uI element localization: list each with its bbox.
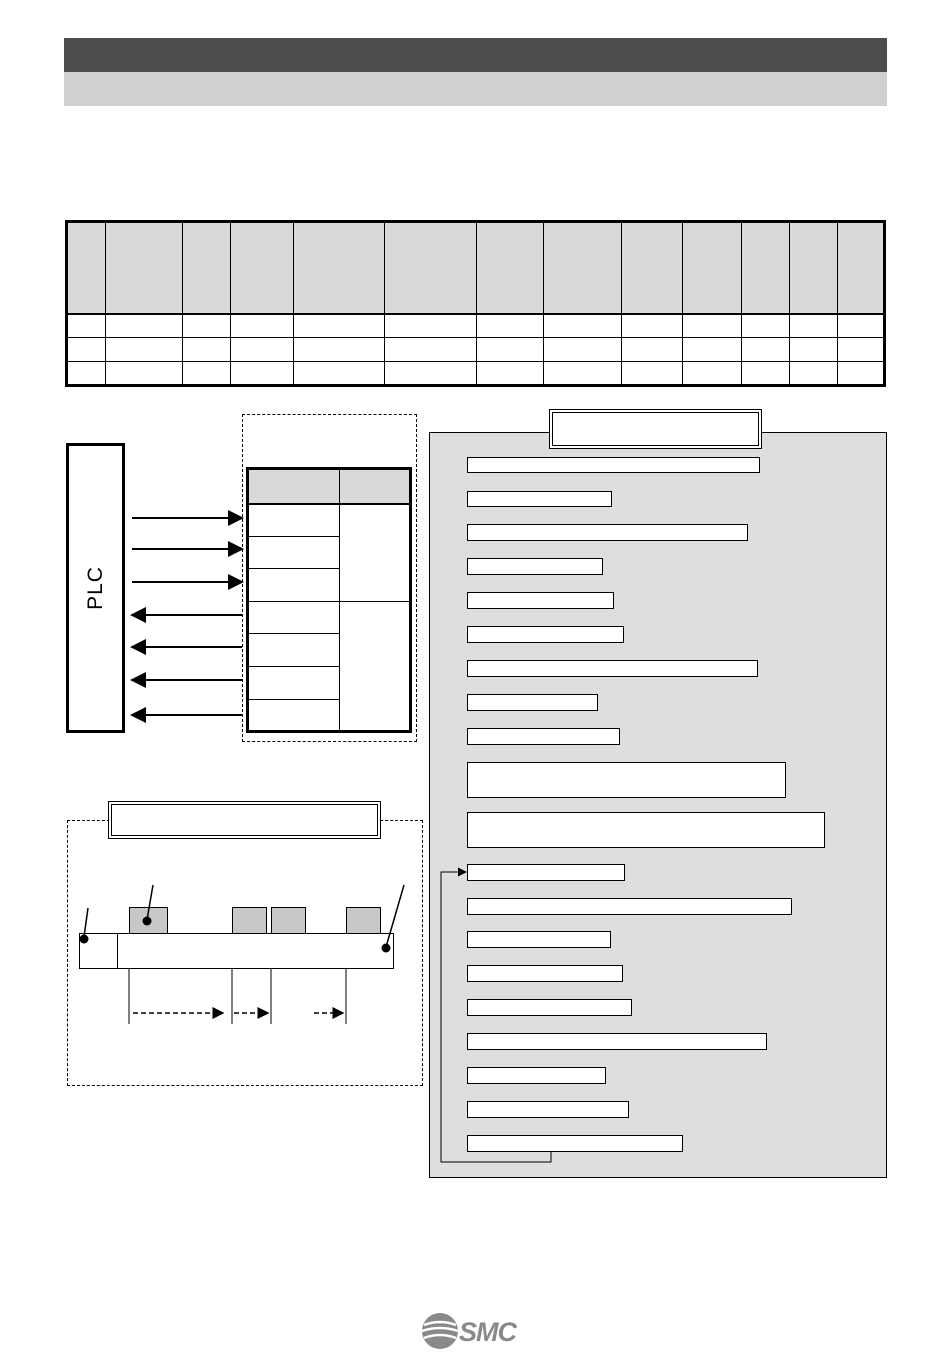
procedure-step bbox=[467, 592, 614, 609]
signal-arrows bbox=[125, 500, 250, 730]
marker-dot bbox=[382, 944, 391, 953]
procedure-step bbox=[467, 812, 825, 848]
table-column-divider bbox=[682, 223, 683, 384]
leader-line bbox=[84, 908, 88, 937]
io-row-divider bbox=[249, 536, 339, 537]
table-row-divider bbox=[68, 361, 883, 362]
leader-line bbox=[386, 885, 404, 947]
table-column-divider bbox=[105, 223, 106, 384]
table-column-divider bbox=[293, 223, 294, 384]
procedure-step bbox=[467, 694, 598, 711]
io-row-divider bbox=[249, 699, 339, 700]
table-column-divider bbox=[621, 223, 622, 384]
io-column-divider bbox=[339, 470, 340, 730]
procedure-title-box bbox=[549, 409, 762, 449]
plc-label: PLC bbox=[83, 566, 107, 610]
table-row-divider bbox=[68, 337, 883, 338]
io-table-header bbox=[249, 470, 409, 505]
parameter-table bbox=[65, 220, 886, 387]
marker-dot bbox=[143, 917, 152, 926]
procedure-step bbox=[467, 524, 748, 541]
table-column-divider bbox=[837, 223, 838, 384]
table-column-divider bbox=[384, 223, 385, 384]
section-title-bar bbox=[64, 38, 887, 72]
procedure-step bbox=[467, 728, 620, 745]
procedure-step bbox=[467, 558, 603, 575]
section-subtitle-bar bbox=[64, 72, 887, 106]
leader-line bbox=[147, 885, 153, 920]
procedure-step bbox=[467, 491, 612, 507]
logo-wordmark: SMC bbox=[459, 1317, 516, 1347]
timing-annotations bbox=[70, 880, 415, 1030]
table-column-divider bbox=[476, 223, 477, 384]
table-column-divider bbox=[230, 223, 231, 384]
plc-block bbox=[66, 443, 125, 733]
timing-chart-title-box bbox=[108, 801, 381, 839]
io-row-divider bbox=[249, 601, 339, 602]
logo-globe-icon bbox=[422, 1313, 458, 1349]
smc-logo bbox=[420, 1311, 532, 1351]
procedure-step bbox=[467, 660, 758, 677]
table-column-divider bbox=[543, 223, 544, 384]
procedure-step bbox=[467, 457, 760, 473]
table-column-divider bbox=[741, 223, 742, 384]
io-row-divider bbox=[249, 633, 339, 634]
procedure-step bbox=[467, 762, 786, 798]
table-column-divider bbox=[789, 223, 790, 384]
procedure-step bbox=[467, 626, 624, 643]
table-column-divider bbox=[182, 223, 183, 384]
io-signal-table bbox=[246, 467, 412, 733]
io-row-divider bbox=[249, 666, 339, 667]
marker-dot bbox=[80, 935, 89, 944]
io-row-divider bbox=[249, 568, 339, 569]
io-group-divider bbox=[339, 601, 409, 602]
loop-back-arrow bbox=[436, 864, 556, 1166]
